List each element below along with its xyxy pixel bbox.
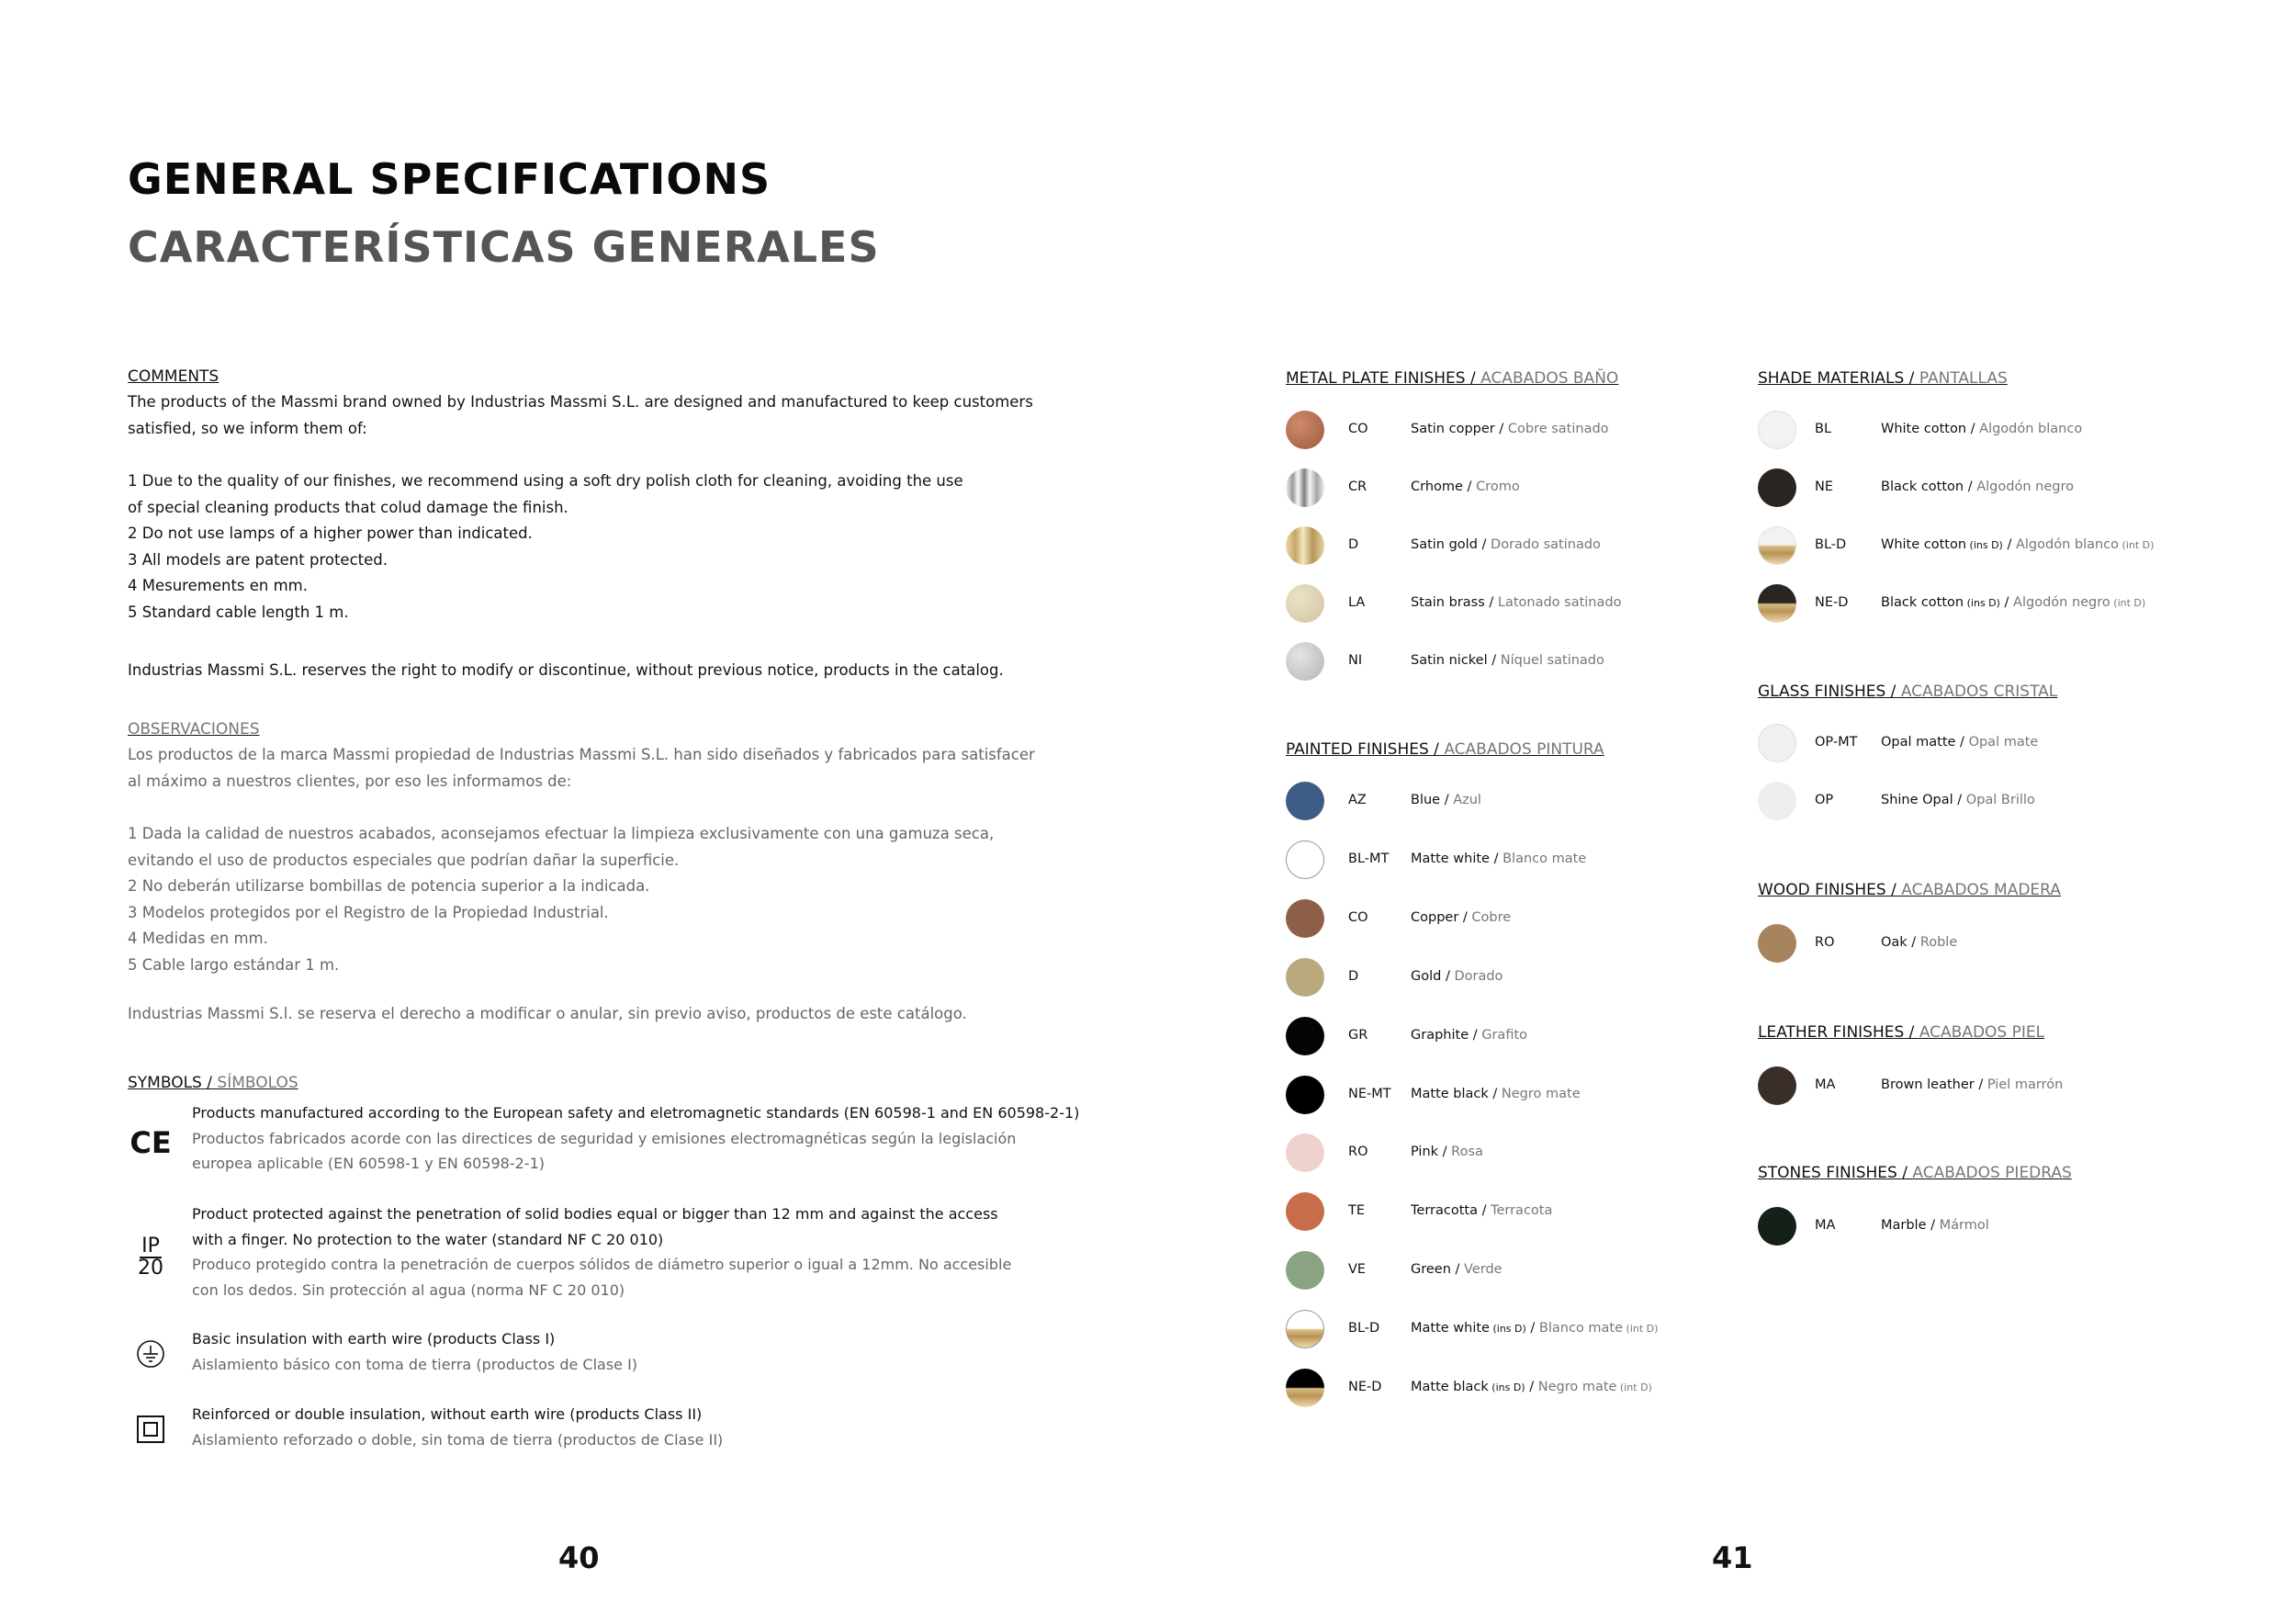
finish-name-es: Algodón blanco (2015, 537, 2120, 552)
finish-note-es: (int D) (1623, 1323, 1659, 1335)
finish-code: NE-MT (1348, 1087, 1391, 1101)
metal-heading-en: METAL PLATE FINISHES (1286, 369, 1466, 388)
painted-finish-row (1286, 1369, 1763, 1407)
finish-swatch (1286, 468, 1324, 507)
painted-finish-row (1286, 1076, 1763, 1114)
finish-code: CR (1348, 479, 1367, 494)
finish-code: VE (1348, 1262, 1367, 1277)
finish-label: Oak / Roble (1881, 935, 1958, 950)
finish-swatch (1286, 958, 1324, 997)
painted-finish-row (1286, 1192, 1763, 1231)
shade-finish-row (1758, 526, 2235, 565)
ce-mark-icon: CE (129, 1125, 172, 1160)
finish-name-es: Dorado (1454, 969, 1503, 984)
finish-swatch (1758, 526, 1796, 565)
finish-name-en: Matte white (1411, 1321, 1490, 1336)
finish-note-en: (ins D) (1488, 1382, 1525, 1393)
metal-finish-row (1286, 468, 1763, 507)
finish-code: BL (1815, 422, 1832, 436)
observaciones-intro: Los productos de la marca Massmi propiedad de Industrias Massmi S.L. han sido diseñados y fabricados para satisfacer al máximo a nuestros clientes, por eso les informamos de: (128, 746, 1035, 790)
finish-note-en: (ins D) (1966, 539, 2003, 551)
metal-finish-row (1286, 642, 1763, 681)
finish-code: NI (1348, 653, 1363, 668)
painted-finish-row (1286, 1251, 1763, 1290)
ip20-icon: IP 20 (138, 1235, 163, 1280)
finish-code: AZ (1348, 793, 1367, 807)
leather-heading: LEATHER FINISHES / ACABADOS PIEL (1758, 1023, 2045, 1042)
painted-finish-row (1286, 1017, 1763, 1055)
finish-name-en: Terracotta (1411, 1203, 1478, 1218)
finish-swatch (1286, 1251, 1324, 1290)
finish-label: Matte white / Blanco mate (1411, 851, 1587, 866)
shade-heading-es: PANTALLAS (1919, 369, 2008, 388)
finish-swatch (1758, 411, 1796, 449)
finish-code: CO (1348, 910, 1368, 925)
finish-name-en: White cotton (1881, 537, 1967, 552)
finish-name-en: Copper (1411, 910, 1459, 925)
finish-label: Pink / Rosa (1411, 1145, 1483, 1159)
finish-label: Satin gold / Dorado satinado (1411, 537, 1601, 552)
finish-name-es: Latonado satinado (1497, 595, 1622, 610)
finish-code: NE-D (1348, 1380, 1382, 1394)
wood-heading-en: WOOD FINISHES (1758, 881, 1886, 899)
finish-label: Stain brass / Latonado satinado (1411, 595, 1622, 610)
finish-code: TE (1348, 1203, 1366, 1218)
finish-code: LA (1348, 595, 1366, 610)
finish-label: Graphite / Grafito (1411, 1028, 1528, 1043)
symbol-ip20: IP 20 Product protected against the penetration of solid bodies equal or bigger than 12 mm and against the access with a finger. No protection to the water (standard NF C 20 010) Produco protegido contra la penetración de cuerpos sólidos de diámetro superior o igual a 12mm. No accesible con los dedos. Sin protección al agua (norma NF C 20 010) (128, 1201, 1046, 1312)
finish-swatch (1286, 526, 1324, 565)
finish-label: Matte black / Negro mate (1411, 1087, 1581, 1101)
glass-finish-row (1758, 724, 2235, 762)
wood-heading-es: ACABADOS MADERA (1901, 881, 2061, 899)
page-number-left: 40 (558, 1540, 600, 1575)
finish-name-es: Algodón blanco (1979, 422, 2083, 436)
finish-code: MA (1815, 1218, 1836, 1233)
symbol-class-1: Basic insulation with earth wire (products Class I) Aislamiento básico con toma de tierra (productos de Clase I) (128, 1326, 1046, 1382)
finish-swatch (1286, 642, 1324, 681)
finish-name-es: Blanco mate (1538, 1321, 1624, 1336)
finish-name-es: Roble (1919, 935, 1958, 950)
stones-finish-row (1758, 1207, 2235, 1246)
shade-finish-row (1758, 468, 2235, 507)
finish-name-es: Azul (1453, 793, 1481, 807)
finish-swatch (1286, 1133, 1324, 1172)
finish-code: D (1348, 537, 1359, 552)
stones-heading-en: STONES FINISHES (1758, 1164, 1897, 1182)
metal-finish-row (1286, 526, 1763, 565)
observaciones-heading: OBSERVACIONES (128, 720, 260, 739)
finish-label: Green / Verde (1411, 1262, 1503, 1277)
comments-heading: COMMENTS (128, 367, 219, 386)
metal-heading-es: ACABADOS BAÑO (1480, 369, 1619, 388)
finish-code: BL-D (1815, 537, 1847, 552)
finish-code: OP (1815, 793, 1834, 807)
glass-heading-en: GLASS FINISHES (1758, 682, 1886, 701)
painted-finish-row (1286, 958, 1763, 997)
finish-note-es: (int D) (2119, 539, 2155, 551)
finish-name-es: Algodón negro (2013, 595, 2110, 610)
finish-label: Marble / Mármol (1881, 1218, 1989, 1233)
finish-label: Matte white (ins D) / Blanco mate (int D) (1411, 1321, 1659, 1336)
finish-name-en: Matte black (1411, 1087, 1489, 1101)
wood-finish-row (1758, 924, 2235, 963)
finish-name-en: Brown leather (1881, 1077, 1975, 1092)
finish-label: Brown leather / Piel marrón (1881, 1077, 2064, 1092)
shade-heading-en: SHADE MATERIALS (1758, 369, 1905, 388)
finish-label: Matte black (ins D) / Negro mate (int D) (1411, 1380, 1652, 1394)
observaciones-list: 1 Dada la calidad de nuestros acabados, aconsejamos efectuar la limpieza exclusivamente con una gamuza seca, evitando el uso de productos especiales que podrían dañar la superficie. 2 No deberán utilizarse bombillas de potencia superior a la indicada. 3 Modelos protegidos por el Registro de la Propiedad Industrial. 4 Medidas en mm. 5 Cable largo estándar 1 m. (128, 825, 995, 974)
observaciones-note: Industrias Massmi S.l. se reserva el derecho a modificar o anular, sin previo aviso, productos de este catálogo. (128, 1005, 967, 1022)
finish-code: GR (1348, 1028, 1368, 1043)
finish-name-es: Rosa (1451, 1145, 1483, 1159)
finish-swatch (1286, 1017, 1324, 1055)
finish-label: Satin copper / Cobre satinado (1411, 422, 1609, 436)
finish-name-en: Matte white (1411, 851, 1490, 866)
finish-swatch (1286, 1310, 1324, 1348)
finish-swatch (1758, 584, 1796, 623)
stones-heading-es: ACABADOS PIEDRAS (1912, 1164, 2072, 1182)
painted-finish-row (1286, 1310, 1763, 1348)
comments-intro: The products of the Massmi brand owned by Industrias Massmi S.L. are designed and manufactured to keep customers satisfied, so we inform them of: (128, 393, 1033, 437)
finish-label: Blue / Azul (1411, 793, 1481, 807)
finish-name-es: Mármol (1939, 1218, 1989, 1233)
metal-finish-row (1286, 411, 1763, 449)
finish-name-en: Gold (1411, 969, 1442, 984)
finish-name-en: Blue (1411, 793, 1441, 807)
leather-heading-es: ACABADOS PIEL (1919, 1023, 2045, 1042)
shade-finish-row (1758, 411, 2235, 449)
finish-name-en: White cotton (1881, 422, 1967, 436)
finish-code: NE (1815, 479, 1834, 494)
wood-heading: WOOD FINISHES / ACABADOS MADERA (1758, 881, 2061, 899)
shade-finish-row (1758, 584, 2235, 623)
finish-swatch (1758, 1207, 1796, 1246)
finish-name-en: Green (1411, 1262, 1451, 1277)
finish-label: Satin nickel / Níquel satinado (1411, 653, 1604, 668)
painted-heading-en: PAINTED FINISHES (1286, 740, 1429, 759)
finish-name-en: Stain brass (1411, 595, 1485, 610)
finish-label: Terracotta / Terracota (1411, 1203, 1553, 1218)
finish-name-en: Satin copper (1411, 422, 1495, 436)
finish-label: Shine Opal / Opal Brillo (1881, 793, 2035, 807)
finish-swatch (1758, 782, 1796, 820)
finish-swatch (1286, 1369, 1324, 1407)
finish-swatch (1758, 724, 1796, 762)
finish-name-es: Níquel satinado (1500, 653, 1604, 668)
finish-name-es: Negro mate (1501, 1087, 1581, 1101)
finish-name-es: Piel marrón (1986, 1077, 2064, 1092)
finish-name-es: Opal Brillo (1965, 793, 2035, 807)
finish-code: RO (1815, 935, 1835, 950)
finish-swatch (1286, 1192, 1324, 1231)
finish-note-es: (int D) (1616, 1382, 1652, 1393)
finish-note-es: (int D) (2110, 597, 2146, 609)
finish-swatch (1286, 899, 1324, 938)
double-insulation-icon (128, 1411, 174, 1448)
symbol-class-2: Reinforced or double insulation, without earth wire (products Class II) Aislamiento reforzado o doble, sin toma de tierra (productos de Clase II) (128, 1402, 1046, 1457)
finish-code: CO (1348, 422, 1368, 436)
finish-swatch (1758, 924, 1796, 963)
finish-swatch (1286, 840, 1324, 879)
painted-finish-row (1286, 782, 1763, 820)
finish-name-en: Crhome (1411, 479, 1463, 494)
glass-heading-es: ACABADOS CRISTAL (1900, 682, 2058, 701)
finish-name-es: Grafito (1481, 1028, 1528, 1043)
finish-label: Gold / Dorado (1411, 969, 1503, 984)
finish-name-es: Opal mate (1968, 735, 2039, 750)
finish-swatch (1286, 584, 1324, 623)
finish-label: Opal matte / Opal mate (1881, 735, 2039, 750)
finish-label: Black cotton (ins D) / Algodón negro (int D) (1881, 595, 2146, 610)
page-subtitle: CARACTERÍSTICAS GENERALES (128, 222, 880, 272)
finish-name-es: Terracota (1491, 1203, 1553, 1218)
painted-finish-row (1286, 840, 1763, 879)
finish-code: D (1348, 969, 1359, 984)
finish-name-es: Verde (1464, 1262, 1503, 1277)
finish-swatch (1286, 1076, 1324, 1114)
finish-code: MA (1815, 1077, 1836, 1092)
shade-heading: SHADE MATERIALS / PANTALLAS (1758, 369, 2008, 388)
painted-finish-row (1286, 1133, 1763, 1172)
painted-heading-es: ACABADOS PINTURA (1444, 740, 1604, 759)
finish-name-en: Marble (1881, 1218, 1927, 1233)
finish-swatch (1286, 782, 1324, 820)
finish-code: OP-MT (1815, 735, 1858, 750)
symbols-heading: SYMBOLS / SÍMBOLOS (128, 1074, 298, 1092)
finish-code: RO (1348, 1145, 1368, 1159)
glass-heading: GLASS FINISHES / ACABADOS CRISTAL (1758, 682, 2058, 701)
finish-name-es: Cromo (1476, 479, 1520, 494)
finish-name-en: Satin nickel (1411, 653, 1488, 668)
finish-note-en: (ins D) (1489, 1323, 1526, 1335)
metal-finish-row (1286, 584, 1763, 623)
finish-swatch (1758, 1066, 1796, 1105)
finish-note-en: (ins D) (1964, 597, 2000, 609)
finish-name-es: Dorado satinado (1491, 537, 1601, 552)
comments-list: 1 Due to the quality of our finishes, we recommend using a soft dry polish cloth for cleaning, avoiding the use of special cleaning products that colud damage the finish. 2 Do not use lamps of a higher power than indicated. 3 All models are patent protected. 4 Mesurements en mm. 5 Standard cable length 1 m. (128, 472, 963, 621)
painted-finish-row (1286, 899, 1763, 938)
earth-ground-icon (128, 1336, 174, 1372)
finish-name-en: Pink (1411, 1145, 1439, 1159)
finish-code: NE-D (1815, 595, 1849, 610)
finish-name-en: Graphite (1411, 1028, 1469, 1043)
metal-heading: METAL PLATE FINISHES / ACABADOS BAÑO (1286, 369, 1619, 388)
glass-finish-row (1758, 782, 2235, 820)
finish-label: White cotton (ins D) / Algodón blanco (int D) (1881, 537, 2155, 552)
finish-name-es: Cobre satinado (1507, 422, 1609, 436)
finish-swatch (1758, 468, 1796, 507)
finish-name-es: Algodón negro (1976, 479, 2074, 494)
finish-name-en: Black cotton (1881, 595, 1964, 610)
painted-heading: PAINTED FINISHES / ACABADOS PINTURA (1286, 740, 1604, 759)
symbol-ce: CE Products manufactured according to the European safety and eletromagnetic standards (EN 60598-1 and EN 60598-2-1) Productos fabricados acorde con las directices de seguridad y emisiones electromagnéticas según la legislación europea aplicable (EN 60598-1 y EN 60598-2-1) (128, 1100, 1046, 1183)
finish-label: White cotton / Algodón blanco (1881, 422, 2083, 436)
finish-label: Copper / Cobre (1411, 910, 1512, 925)
finish-name-en: Satin gold (1411, 537, 1478, 552)
comments-note: Industrias Massmi S.L. reserves the right to modify or discontinue, without previous notice, products in the catalog. (128, 661, 1004, 679)
finish-label: Crhome / Cromo (1411, 479, 1520, 494)
finish-name-en: Shine Opal (1881, 793, 1953, 807)
finish-name-en: Black cotton (1881, 479, 1964, 494)
finish-swatch (1286, 411, 1324, 449)
finish-code: BL-MT (1348, 851, 1390, 866)
page-title: GENERAL SPECIFICATIONS (128, 154, 771, 204)
finish-name-en: Opal matte (1881, 735, 1956, 750)
finish-name-en: Matte black (1411, 1380, 1489, 1394)
leather-finish-row (1758, 1066, 2235, 1105)
finish-name-en: Oak (1881, 935, 1908, 950)
page-number-right: 41 (1712, 1540, 1753, 1575)
finish-name-es: Blanco mate (1503, 851, 1587, 866)
finish-name-es: Cobre (1471, 910, 1512, 925)
leather-heading-en: LEATHER FINISHES (1758, 1023, 1905, 1042)
finish-label: Black cotton / Algodón negro (1881, 479, 2074, 494)
finish-name-es: Negro mate (1537, 1380, 1617, 1394)
finish-code: BL-D (1348, 1321, 1380, 1336)
stones-heading: STONES FINISHES / ACABADOS PIEDRAS (1758, 1164, 2072, 1182)
